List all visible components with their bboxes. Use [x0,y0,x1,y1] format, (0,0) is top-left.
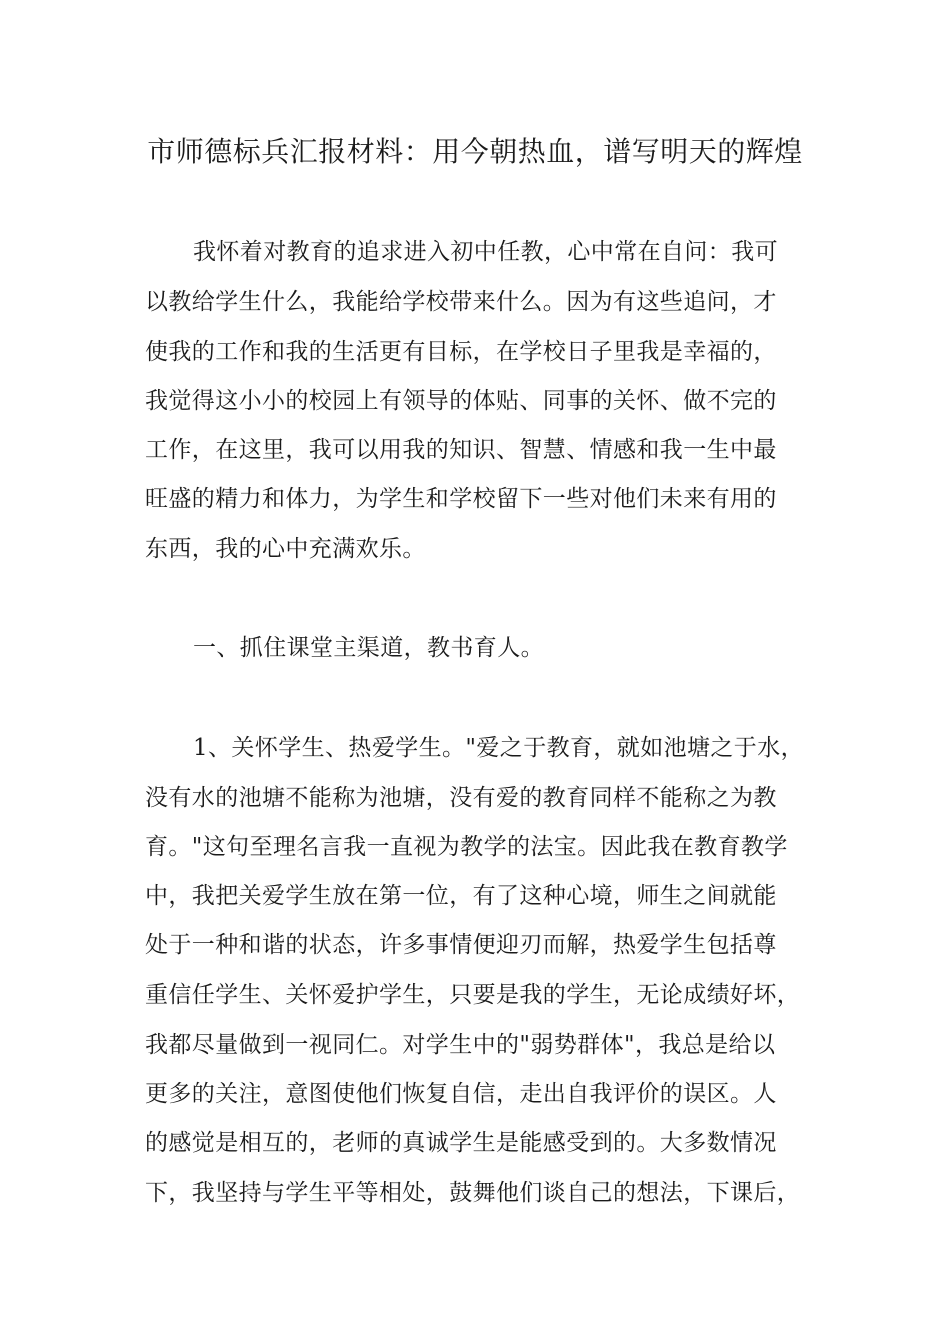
paragraph-line: 使我的工作和我的生活更有目标，在学校日子里我是幸福的， [145,339,777,365]
paragraph-line: 育。"这句至理名言我一直视为教学的法宝。因此我在教育教学 [145,834,788,860]
paragraph-line: 中，我把关爱学生放在第一位，有了这种心境，师生之间就能 [145,883,777,909]
paragraph-line: 旺盛的精力和体力，为学生和学校留下一些对他们未来有用的 [145,486,777,512]
paragraph-line: 我怀着对教育的追求进入初中任教，心中常在自问：我可 [193,239,778,265]
paragraph-line: 的感觉是相互的，老师的真诚学生是能感受到的。大多数情况 [145,1130,777,1156]
document-title: 市师德标兵汇报材料：用今朝热血，谱写明天的辉煌 [147,135,803,168]
paragraph-line: 处于一种和谐的状态，许多事情便迎刃而解，热爱学生包括尊 [145,932,777,958]
paragraph-line: 我觉得这小小的校园上有领导的体贴、同事的关怀、做不完的 [145,388,777,414]
paragraph-line: 更多的关注，意图使他们恢复自信，走出自我评价的误区。人 [145,1081,777,1107]
paragraph-line: 1、关怀学生、热爱学生。"爱之于教育，就如池塘之于水， [193,735,805,761]
paragraph-line: 我都尽量做到一视同仁。对学生中的"弱势群体"，我总是给以 [145,1032,776,1058]
paragraph-line: 没有水的池塘不能称为池塘，没有爱的教育同样不能称之为教 [145,785,777,811]
paragraph-line: 重信任学生、关怀爱护学生，只要是我的学生，无论成绩好坏， [145,982,801,1008]
section-heading: 一、抓住课堂主渠道，教书育人。 [193,635,544,661]
paragraph-line: 东西，我的心中充满欢乐。 [145,536,426,562]
paragraph-line: 下，我坚持与学生平等相处，鼓舞他们谈自己的想法，下课后， [145,1180,801,1206]
paragraph-line: 以教给学生什么，我能给学校带来什么。因为有这些追问，才 [145,289,777,315]
paragraph-line: 工作，在这里，我可以用我的知识、智慧、情感和我一生中最 [145,437,777,463]
